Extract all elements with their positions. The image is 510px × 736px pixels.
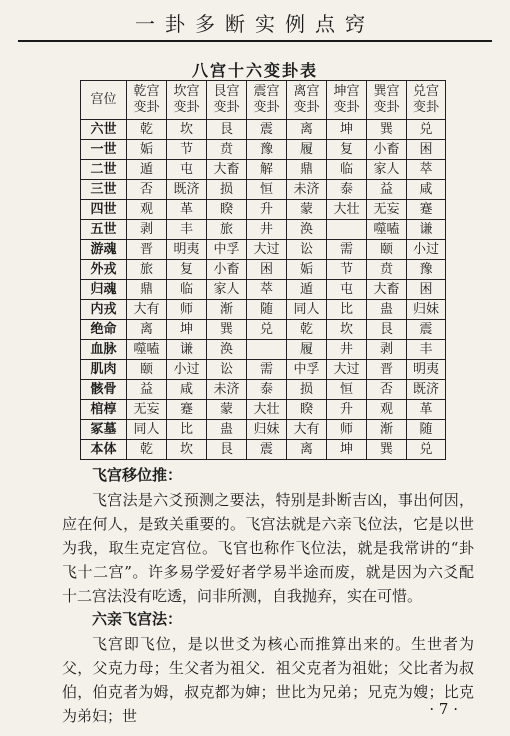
table-cell: 需 <box>327 240 367 260</box>
table-cell: 恒 <box>247 180 287 200</box>
table-cell: 屯 <box>327 280 367 300</box>
header-text: 坤宫 <box>333 84 360 99</box>
table-cell: 颐 <box>367 240 407 260</box>
table-cell: 咸 <box>407 180 446 200</box>
table-cell: 巽 <box>207 320 247 340</box>
table-cell: 贲 <box>367 260 407 280</box>
table-cell: 无妄 <box>127 400 167 420</box>
section-title-feigong: 飞宫移位推： <box>92 466 183 484</box>
table-header-cell <box>247 81 287 120</box>
table-cell: 艮 <box>207 440 247 460</box>
table-cell: 坎 <box>167 120 207 140</box>
table-cell: 未济 <box>287 180 327 200</box>
header-text: 变卦 <box>293 100 320 115</box>
table-header-cell <box>127 81 167 120</box>
gua-table <box>80 80 446 460</box>
table-cell: 无妄 <box>367 200 407 220</box>
table-cell: 蒙 <box>207 400 247 420</box>
table-cell: 旅 <box>127 260 167 280</box>
table-cell: 师 <box>167 300 207 320</box>
row-label-cell: 一世 <box>81 140 127 160</box>
table-cell: 困 <box>407 140 446 160</box>
table-cell: 大有 <box>287 420 327 440</box>
table-cell: 明夷 <box>167 240 207 260</box>
table-cell: 复 <box>327 140 367 160</box>
table-cell: 观 <box>127 200 167 220</box>
table-cell: 比 <box>327 300 367 320</box>
header-text: 宫位 <box>90 92 117 107</box>
table-cell: 坎 <box>167 440 207 460</box>
table-cell: 归妹 <box>247 420 287 440</box>
table-header-row <box>81 81 446 120</box>
table-cell: 兑 <box>407 120 446 140</box>
table-row <box>81 140 446 160</box>
row-label-cell: 棺椁 <box>81 400 127 420</box>
header-text: 离宫 <box>293 84 320 99</box>
table-cell: 乾 <box>127 440 167 460</box>
table-cell: 未济 <box>207 380 247 400</box>
paragraph-liuqin: 飞宫即飞位，是以世爻为核心而推算出来的。生世者为父，父克力母；生父者为祖父．祖父克者为祖妣；父比者为叔伯，伯克者为姆，叔克都为婶；世比为兄弟；兄克为嫂；比克为弟妇；世 <box>62 635 474 725</box>
table-cell: 坎 <box>327 320 367 340</box>
header-rule <box>18 40 492 42</box>
table-header-cell <box>407 81 446 120</box>
table-cell: 讼 <box>287 240 327 260</box>
table-header-cell <box>367 81 407 120</box>
table-cell: 同人 <box>287 300 327 320</box>
table-row <box>81 240 446 260</box>
table-cell: 小畜 <box>367 140 407 160</box>
table-cell: 益 <box>367 180 407 200</box>
row-label-cell: 肌肉 <box>81 360 127 380</box>
table-cell: 大畜 <box>207 160 247 180</box>
table-cell: 震 <box>247 440 287 460</box>
table-cell: 升 <box>327 400 367 420</box>
table-cell: 涣 <box>287 220 327 240</box>
row-label-cell: 二世 <box>81 160 127 180</box>
table-cell: 噬嗑 <box>127 340 167 360</box>
table-cell: 节 <box>327 260 367 280</box>
header-text: 乾宫 <box>133 84 160 99</box>
table-cell: 井 <box>247 220 287 240</box>
header-text: 变卦 <box>333 100 360 115</box>
row-label-cell: 骸骨 <box>81 380 127 400</box>
row-label-cell: 三世 <box>81 180 127 200</box>
table-cell <box>327 220 367 240</box>
table-cell: 既济 <box>407 380 446 400</box>
table-cell: 家人 <box>207 280 247 300</box>
table-cell: 乾 <box>127 120 167 140</box>
table-cell: 睽 <box>207 200 247 220</box>
table-cell: 中孚 <box>207 240 247 260</box>
header-text: 坎宫 <box>173 84 200 99</box>
table-cell: 蹇 <box>167 400 207 420</box>
header-text: 变卦 <box>253 100 280 115</box>
table-cell: 谦 <box>407 220 446 240</box>
section-title-liuqin: 六亲飞宫法： <box>92 610 183 628</box>
table-header-cell <box>81 81 127 120</box>
row-label-cell: 游魂 <box>81 240 127 260</box>
row-label-cell: 血脉 <box>81 340 127 360</box>
table-cell: 巽 <box>367 120 407 140</box>
table-cell: 同人 <box>127 420 167 440</box>
table-cell: 随 <box>407 420 446 440</box>
table-row <box>81 180 446 200</box>
table-row <box>81 220 446 240</box>
table-cell: 艮 <box>207 120 247 140</box>
table-cell: 师 <box>327 420 367 440</box>
row-label-cell: 本体 <box>81 440 127 460</box>
table-cell: 谦 <box>167 340 207 360</box>
table-cell: 渐 <box>207 300 247 320</box>
table-cell: 姤 <box>287 260 327 280</box>
table-cell <box>247 340 287 360</box>
table-cell: 否 <box>127 180 167 200</box>
running-header <box>0 0 510 46</box>
table-row <box>81 340 446 360</box>
table-cell: 损 <box>287 380 327 400</box>
table-cell: 随 <box>247 300 287 320</box>
table-cell: 中孚 <box>287 360 327 380</box>
table-cell: 归妹 <box>407 300 446 320</box>
header-text: 变卦 <box>412 100 439 115</box>
table-cell: 姤 <box>127 140 167 160</box>
table-cell: 豫 <box>247 140 287 160</box>
header-text: 变卦 <box>133 100 160 115</box>
table-cell: 萃 <box>247 280 287 300</box>
table-row <box>81 320 446 340</box>
table-cell: 否 <box>367 380 407 400</box>
table-cell: 坤 <box>167 320 207 340</box>
table-body <box>81 120 446 460</box>
table-cell: 睽 <box>287 400 327 420</box>
table-cell: 小过 <box>167 360 207 380</box>
table-cell: 大壮 <box>247 400 287 420</box>
table-cell: 讼 <box>207 360 247 380</box>
table-row <box>81 380 446 400</box>
table-cell: 明夷 <box>407 360 446 380</box>
table-row <box>81 260 446 280</box>
table-cell: 解 <box>247 160 287 180</box>
table-cell: 艮 <box>367 320 407 340</box>
table-cell: 困 <box>247 260 287 280</box>
table-cell: 坤 <box>327 440 367 460</box>
table-cell: 离 <box>127 320 167 340</box>
table-cell: 遁 <box>287 280 327 300</box>
table-cell: 震 <box>407 320 446 340</box>
table-cell: 蒙 <box>287 200 327 220</box>
table-cell: 升 <box>247 200 287 220</box>
header-text: 震宫 <box>253 84 280 99</box>
table-cell: 观 <box>367 400 407 420</box>
table-cell: 晋 <box>367 360 407 380</box>
header-text: 变卦 <box>213 100 240 115</box>
table-cell: 恒 <box>327 380 367 400</box>
paragraph-feigong: 飞宫法是六爻预测之要法，特别是卦断吉凶，事出何因，应在何人，是致关重要的。飞宫法就是六亲飞位法，它是以世为我，取生克定宫位。飞官也称作飞位法，就是我常讲的“卦飞十二宫”。许多易学爱好者学易半途而废，就是因为六爻配十二宫法没有吃透，问非所测，自我抛弃，实在可惜。 <box>62 491 474 605</box>
table-cell: 颐 <box>127 360 167 380</box>
table-cell: 蛊 <box>367 300 407 320</box>
table-row <box>81 400 446 420</box>
table-cell: 小畜 <box>207 260 247 280</box>
table-cell: 震 <box>247 120 287 140</box>
table-cell: 需 <box>247 360 287 380</box>
table-cell: 大壮 <box>327 200 367 220</box>
table-cell: 大有 <box>127 300 167 320</box>
table-cell: 泰 <box>247 380 287 400</box>
table-cell: 临 <box>327 160 367 180</box>
table-cell: 履 <box>287 340 327 360</box>
table-cell: 萃 <box>407 160 446 180</box>
table-header-cell <box>167 81 207 120</box>
table-cell: 兑 <box>407 440 446 460</box>
table-header-cell <box>327 81 367 120</box>
table-cell: 家人 <box>367 160 407 180</box>
header-text: 巽宫 <box>373 84 400 99</box>
row-label-cell: 外戎 <box>81 260 127 280</box>
table-header-cell <box>287 81 327 120</box>
table-row <box>81 300 446 320</box>
table-cell: 蛊 <box>207 420 247 440</box>
header-text: 变卦 <box>173 100 200 115</box>
table-cell: 蹇 <box>407 200 446 220</box>
header-text: 艮宫 <box>213 84 240 99</box>
table-cell: 井 <box>327 340 367 360</box>
row-label-cell: 内戎 <box>81 300 127 320</box>
table-cell: 离 <box>287 120 327 140</box>
table-row <box>81 440 446 460</box>
table-row <box>81 420 446 440</box>
table-cell: 巽 <box>367 440 407 460</box>
table-cell: 复 <box>167 260 207 280</box>
table-cell: 屯 <box>167 160 207 180</box>
table-cell: 旅 <box>207 220 247 240</box>
header-text: 变卦 <box>373 100 400 115</box>
row-label-cell: 五世 <box>81 220 127 240</box>
table-cell: 大畜 <box>367 280 407 300</box>
table-header-cell <box>207 81 247 120</box>
table-cell: 遁 <box>127 160 167 180</box>
table-cell: 大过 <box>327 360 367 380</box>
table-cell: 既济 <box>167 180 207 200</box>
table-cell: 豫 <box>407 260 446 280</box>
header-text: 兑宫 <box>412 84 439 99</box>
table-cell: 小过 <box>407 240 446 260</box>
book-title: 一卦多断实例点窍 <box>135 12 375 36</box>
table-cell: 乾 <box>287 320 327 340</box>
table-cell: 困 <box>407 280 446 300</box>
row-label-cell: 归魂 <box>81 280 127 300</box>
table-row <box>81 360 446 380</box>
table-row <box>81 120 446 140</box>
table-cell: 丰 <box>407 340 446 360</box>
table-title: 八宫十六变卦表 <box>191 61 318 80</box>
row-label-cell: 四世 <box>81 200 127 220</box>
table-cell: 贲 <box>207 140 247 160</box>
table-row <box>81 200 446 220</box>
table-cell: 晋 <box>127 240 167 260</box>
table-cell: 噬嗑 <box>367 220 407 240</box>
table-cell: 革 <box>167 200 207 220</box>
row-label-cell: 绝命 <box>81 320 127 340</box>
table-cell: 离 <box>287 440 327 460</box>
table-cell: 剥 <box>127 220 167 240</box>
table-cell: 益 <box>127 380 167 400</box>
table-cell: 涣 <box>207 340 247 360</box>
table-cell: 革 <box>407 400 446 420</box>
table-cell: 临 <box>167 280 207 300</box>
table-cell: 比 <box>167 420 207 440</box>
table-cell: 鼎 <box>127 280 167 300</box>
page-number: · 7 · <box>429 700 458 718</box>
table-row <box>81 280 446 300</box>
table-cell: 泰 <box>327 180 367 200</box>
table-cell: 损 <box>207 180 247 200</box>
table-cell: 兑 <box>247 320 287 340</box>
table-row <box>81 160 446 180</box>
table-cell: 坤 <box>327 120 367 140</box>
table-cell: 履 <box>287 140 327 160</box>
table-cell: 鼎 <box>287 160 327 180</box>
table-cell: 咸 <box>167 380 207 400</box>
table-cell: 丰 <box>167 220 207 240</box>
table-cell: 渐 <box>367 420 407 440</box>
table-cell: 节 <box>167 140 207 160</box>
row-label-cell: 六世 <box>81 120 127 140</box>
table-cell: 大过 <box>247 240 287 260</box>
table-cell: 剥 <box>367 340 407 360</box>
row-label-cell: 冢墓 <box>81 420 127 440</box>
